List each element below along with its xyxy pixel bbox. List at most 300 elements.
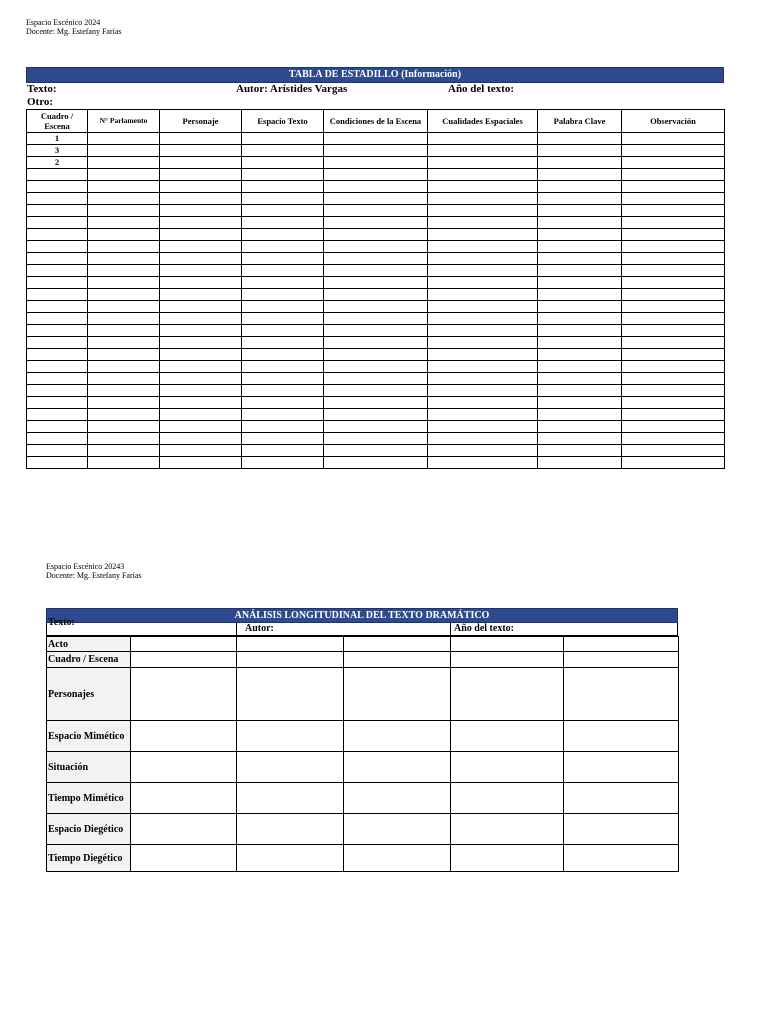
table-row: [27, 145, 725, 157]
table-cell: [27, 325, 88, 337]
table-cell: [324, 229, 428, 241]
table-cell: [622, 217, 725, 229]
table-cell: [538, 193, 622, 205]
table-cell: [237, 637, 344, 652]
table-cell: [344, 637, 451, 652]
table-cell: [131, 845, 237, 872]
table-cell: [27, 193, 88, 205]
table-row: [27, 157, 725, 169]
teacher-name-2: Docente: Mg. Estefany Farías: [46, 571, 142, 580]
table-cell: [160, 445, 242, 457]
table-cell: [538, 145, 622, 157]
table-cell: [428, 265, 538, 277]
table-cell: [622, 181, 725, 193]
table-cell: [242, 397, 324, 409]
table-cell: [324, 241, 428, 253]
table-cell: [27, 421, 88, 433]
table-cell: [131, 814, 237, 845]
table-cell: [88, 241, 160, 253]
table-cell: [428, 349, 538, 361]
table-cell: [27, 169, 88, 181]
texto-label-2: Texto:: [48, 617, 75, 628]
table-cell: [451, 814, 564, 845]
table-cell: [160, 409, 242, 421]
table-row: [27, 433, 725, 445]
table-cell: [622, 193, 725, 205]
table-cell: [242, 349, 324, 361]
table-cell: [160, 289, 242, 301]
table-cell: [451, 783, 564, 814]
table-cell: [428, 433, 538, 445]
table-cell: [160, 217, 242, 229]
table-row: [27, 277, 725, 289]
col-cuadro-escena: Cuadro / Escena: [27, 110, 88, 133]
table-cell: [538, 265, 622, 277]
table-cell: [242, 301, 324, 313]
table-cell: [242, 145, 324, 157]
table-cell: [538, 325, 622, 337]
table-row: [27, 205, 725, 217]
table-cell: [622, 385, 725, 397]
table-cell: [324, 265, 428, 277]
table-cell: [27, 277, 88, 289]
analysis-row: [47, 721, 679, 752]
estadillo-rows: [27, 133, 725, 469]
col-observacion: Observación: [622, 110, 725, 133]
table-cell: [27, 289, 88, 301]
table-cell: [324, 337, 428, 349]
table-cell: [564, 721, 679, 752]
table-cell: [324, 421, 428, 433]
course-title: Espacio Escénico 2024: [26, 18, 101, 27]
table-cell: [88, 301, 160, 313]
table-row: [27, 241, 725, 253]
table-row: [27, 217, 725, 229]
analysis-row: [47, 783, 679, 814]
table-cell: [428, 325, 538, 337]
table-cell: [27, 265, 88, 277]
table-cell: [451, 637, 564, 652]
table-cell: [564, 845, 679, 872]
table-cell: [538, 433, 622, 445]
analisis-info-row: [46, 617, 678, 636]
table-cell: [538, 373, 622, 385]
table-cell: [242, 445, 324, 457]
col-espacio-texto: Espacio Texto: [242, 110, 324, 133]
table-cell: [160, 193, 242, 205]
table-cell: [344, 652, 451, 668]
table-cell: [242, 253, 324, 265]
table-cell: [88, 229, 160, 241]
table-cell: [622, 133, 725, 145]
table-row: [27, 169, 725, 181]
table-row: [27, 289, 725, 301]
table-row: [27, 229, 725, 241]
table-cell: [324, 181, 428, 193]
table-cell: [237, 814, 344, 845]
autor-label-2: Autor:: [245, 623, 274, 634]
table-cell: [324, 169, 428, 181]
table-cell: [324, 313, 428, 325]
table-cell: [131, 752, 237, 783]
table-row: [27, 253, 725, 265]
table-cell: [131, 652, 237, 668]
table-cell: [242, 385, 324, 397]
table-cell: [428, 229, 538, 241]
table-row: [27, 133, 725, 145]
table-cell: [428, 133, 538, 145]
table-cell: [564, 783, 679, 814]
analysis-row: [47, 652, 679, 668]
table-cell: [324, 349, 428, 361]
table-cell: [27, 433, 88, 445]
table-cell: [242, 457, 324, 469]
table-cell: [88, 397, 160, 409]
table-cell: [622, 265, 725, 277]
table-cell: [237, 652, 344, 668]
table-cell: [538, 445, 622, 457]
autor-label: Autor: Arístides Vargas: [236, 83, 348, 95]
table-row: [27, 373, 725, 385]
table-cell: [344, 668, 451, 721]
table-cell: [344, 752, 451, 783]
table-cell: [88, 265, 160, 277]
table-cell: [428, 205, 538, 217]
table-cell: [27, 301, 88, 313]
table-cell: [538, 157, 622, 169]
table-cell: [428, 313, 538, 325]
table-row: [27, 337, 725, 349]
table-cell: [538, 337, 622, 349]
table-cell: [160, 421, 242, 433]
table-cell: [242, 433, 324, 445]
table-cell: [622, 349, 725, 361]
table-cell: [622, 421, 725, 433]
table-cell: [27, 205, 88, 217]
table-cell: [428, 457, 538, 469]
table-cell: [160, 229, 242, 241]
table-cell: [428, 409, 538, 421]
table-row: [27, 193, 725, 205]
table-cell: [88, 457, 160, 469]
table-cell: [538, 397, 622, 409]
table-cell: [564, 637, 679, 652]
table-cell: [428, 289, 538, 301]
table-cell: [160, 145, 242, 157]
table-cell: [27, 385, 88, 397]
table-cell: [428, 157, 538, 169]
table-row: [27, 361, 725, 373]
row-label: Cuadro / Escena: [47, 652, 131, 668]
table-cell: [242, 277, 324, 289]
analisis-table: [46, 608, 678, 872]
table-cell: [27, 457, 88, 469]
table-cell: [160, 301, 242, 313]
table-cell: [428, 373, 538, 385]
row-label: Tiempo Mimético: [47, 783, 131, 814]
table-cell: [428, 445, 538, 457]
table-cell: [160, 385, 242, 397]
table-cell: [242, 217, 324, 229]
table-cell: 1: [27, 133, 88, 145]
table-cell: [27, 241, 88, 253]
table-cell: [242, 337, 324, 349]
table-cell: [428, 421, 538, 433]
table-cell: [428, 301, 538, 313]
table-cell: [538, 277, 622, 289]
table-cell: [27, 349, 88, 361]
table-cell: [160, 169, 242, 181]
table-cell: [451, 668, 564, 721]
table-cell: [88, 181, 160, 193]
table-row: [27, 385, 725, 397]
table-cell: [324, 205, 428, 217]
table-cell: [622, 337, 725, 349]
analysis-row: [47, 752, 679, 783]
analisis-title: ANÁLISIS LONGITUDINAL DEL TEXTO DRAMÁTICO: [46, 608, 678, 623]
table-cell: [88, 349, 160, 361]
table-cell: [237, 752, 344, 783]
table-cell: [88, 373, 160, 385]
table-cell: [538, 301, 622, 313]
row-label: Espacio Mimético: [47, 721, 131, 752]
table-cell: [622, 457, 725, 469]
table-cell: [324, 433, 428, 445]
table-cell: [160, 253, 242, 265]
table-cell: [242, 313, 324, 325]
table-cell: [237, 668, 344, 721]
table-cell: [344, 845, 451, 872]
table-cell: [324, 133, 428, 145]
table-cell: [242, 289, 324, 301]
col-parlamento: N° Parlamento: [88, 110, 160, 133]
table-row: [27, 181, 725, 193]
col-palabra-clave: Palabra Clave: [538, 110, 622, 133]
table-cell: [27, 313, 88, 325]
table-cell: 2: [27, 157, 88, 169]
page1-header: [26, 18, 122, 36]
table-cell: [622, 373, 725, 385]
table-cell: [324, 361, 428, 373]
table-cell: [564, 652, 679, 668]
table-row: [27, 397, 725, 409]
table-cell: [160, 157, 242, 169]
table-row: [27, 421, 725, 433]
table-cell: [324, 145, 428, 157]
table-cell: [242, 241, 324, 253]
table-cell: [131, 668, 237, 721]
table-cell: [27, 253, 88, 265]
table-cell: [242, 133, 324, 145]
table-cell: [622, 361, 725, 373]
table-cell: [88, 445, 160, 457]
otro-label: Otro:: [27, 96, 54, 108]
analisis-grid: [46, 636, 679, 872]
table-cell: [88, 421, 160, 433]
table-cell: [622, 313, 725, 325]
table-cell: [88, 157, 160, 169]
table-cell: [242, 157, 324, 169]
table-cell: [242, 229, 324, 241]
table-cell: [538, 181, 622, 193]
table-cell: [27, 229, 88, 241]
table-cell: [88, 313, 160, 325]
table-cell: [428, 253, 538, 265]
table-cell: [428, 169, 538, 181]
table-cell: [27, 409, 88, 421]
table-cell: [160, 457, 242, 469]
table-row: [27, 457, 725, 469]
table-cell: [428, 145, 538, 157]
table-cell: [538, 385, 622, 397]
estadillo-table: [26, 67, 724, 469]
analysis-row: [47, 637, 679, 652]
table-cell: [160, 277, 242, 289]
table-cell: [324, 397, 428, 409]
info-row-otro: [26, 96, 724, 109]
table-cell: [538, 205, 622, 217]
table-cell: [27, 361, 88, 373]
table-cell: [324, 157, 428, 169]
table-cell: [622, 445, 725, 457]
table-cell: [538, 229, 622, 241]
table-cell: [160, 325, 242, 337]
table-cell: [324, 277, 428, 289]
table-cell: [88, 205, 160, 217]
table-cell: [88, 217, 160, 229]
table-cell: [88, 361, 160, 373]
table-cell: [622, 277, 725, 289]
table-row: [27, 445, 725, 457]
table-cell: [242, 373, 324, 385]
table-cell: [538, 169, 622, 181]
table-cell: [237, 783, 344, 814]
analisis-rows: [47, 637, 679, 872]
anio-label: Año del texto:: [448, 83, 514, 95]
table-cell: [324, 409, 428, 421]
col-condiciones: Condiciones de la Escena: [324, 110, 428, 133]
table-cell: [428, 397, 538, 409]
table-cell: [428, 241, 538, 253]
table-cell: [88, 337, 160, 349]
table-cell: [131, 721, 237, 752]
table-cell: [538, 409, 622, 421]
table-cell: [622, 169, 725, 181]
table-cell: 3: [27, 145, 88, 157]
table-cell: [622, 229, 725, 241]
table-cell: [160, 133, 242, 145]
table-cell: [622, 253, 725, 265]
table-cell: [160, 205, 242, 217]
table-cell: [27, 337, 88, 349]
table-cell: [237, 721, 344, 752]
table-cell: [27, 181, 88, 193]
table-cell: [88, 385, 160, 397]
table-row: [27, 325, 725, 337]
row-label: Personajes: [47, 668, 131, 721]
teacher-name: Docente: Mg. Estefany Farías: [26, 27, 122, 36]
table-cell: [538, 313, 622, 325]
table-row: [27, 301, 725, 313]
table-cell: [324, 385, 428, 397]
table-cell: [242, 421, 324, 433]
table-cell: [242, 409, 324, 421]
table-cell: [88, 133, 160, 145]
table-cell: [324, 301, 428, 313]
table-cell: [88, 145, 160, 157]
analysis-row: [47, 668, 679, 721]
table-cell: [622, 289, 725, 301]
table-cell: [237, 845, 344, 872]
table-cell: [160, 373, 242, 385]
table-cell: [344, 814, 451, 845]
table-cell: [242, 169, 324, 181]
table-cell: [622, 145, 725, 157]
analysis-row: [47, 845, 679, 872]
table-cell: [27, 397, 88, 409]
table-cell: [27, 373, 88, 385]
table-cell: [622, 301, 725, 313]
table-cell: [344, 721, 451, 752]
table-cell: [88, 253, 160, 265]
table-cell: [160, 337, 242, 349]
table-cell: [538, 349, 622, 361]
table-cell: [242, 181, 324, 193]
table-cell: [160, 181, 242, 193]
row-label: Situación: [47, 752, 131, 783]
table-cell: [538, 241, 622, 253]
table-cell: [428, 277, 538, 289]
table-cell: [324, 457, 428, 469]
table-cell: [88, 193, 160, 205]
table-cell: [324, 325, 428, 337]
table-cell: [242, 205, 324, 217]
table-cell: [88, 325, 160, 337]
table-cell: [564, 752, 679, 783]
table-cell: [88, 289, 160, 301]
table-cell: [242, 361, 324, 373]
table-cell: [428, 181, 538, 193]
table-cell: [131, 783, 237, 814]
course-title-2: Espacio Escénico 20243: [46, 562, 125, 571]
table-cell: [451, 752, 564, 783]
table-cell: [88, 409, 160, 421]
table-row: [27, 313, 725, 325]
table-cell: [324, 253, 428, 265]
row-label: Tiempo Diegético: [47, 845, 131, 872]
estadillo-title: TABLA DE ESTADILLO (Información): [26, 67, 724, 83]
table-cell: [564, 668, 679, 721]
table-cell: [428, 385, 538, 397]
table-cell: [131, 637, 237, 652]
table-cell: [564, 814, 679, 845]
table-cell: [27, 217, 88, 229]
table-cell: [622, 325, 725, 337]
table-cell: [538, 217, 622, 229]
texto-label: Texto:: [27, 83, 57, 95]
table-cell: [428, 217, 538, 229]
table-cell: [538, 457, 622, 469]
table-cell: [324, 193, 428, 205]
table-cell: [324, 445, 428, 457]
table-cell: [622, 157, 725, 169]
table-row: [27, 349, 725, 361]
table-cell: [324, 217, 428, 229]
table-row: [27, 265, 725, 277]
table-cell: [27, 445, 88, 457]
info-row-texto: [26, 83, 724, 96]
table-cell: [622, 397, 725, 409]
